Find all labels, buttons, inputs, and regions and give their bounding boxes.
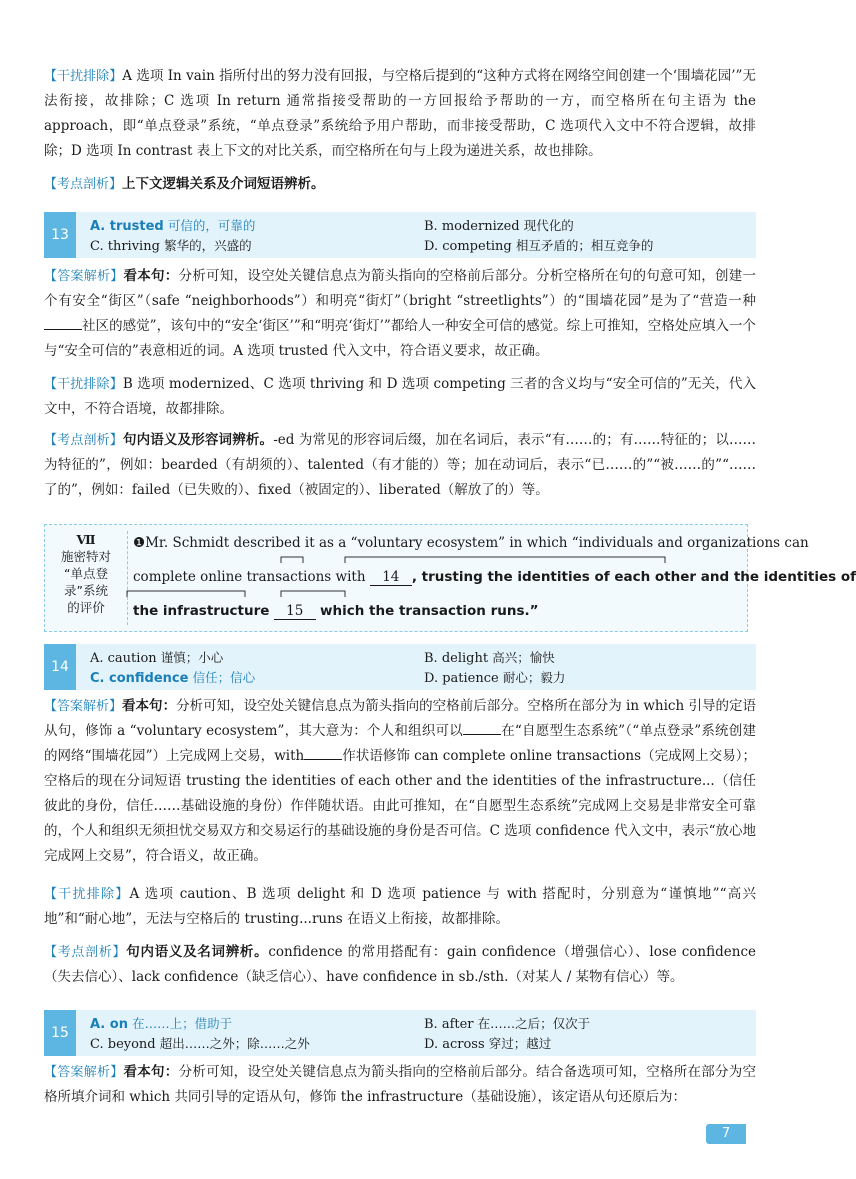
q15-option-a: A. on 在……上；借助于: [90, 1016, 233, 1032]
q15-option-b: B. after 在……之后；仅次于: [424, 1016, 591, 1032]
blank-line: [44, 315, 82, 330]
q14-option-b: B. delight 高兴；愉快: [424, 650, 555, 666]
q13-options-box: [44, 212, 756, 258]
q13-analysis-paragraph: 【考点剖析】句内语义及形容词辨析。-ed 为常见的形容词后缀，加在名词后，表示“有……的；有……特征的；以……为特征的”，例如：bearded（有胡须的）、talented（有才能的）等；加在动词后，表示“已……的”“被……的”“……了的”，例如：failed（已失败的）、fixed（被固定的）、liberated（解放了的）等。: [44, 432, 756, 498]
q13-number: 13: [44, 212, 76, 258]
q14-analysis-paragraph: 【考点剖析】句内语义及名词辨析。confidence 的常用搭配有：gain confidence（增强信心）、lose confidence（失去信心）、lack confidence（缺乏信心）、have confidence in sb./sth.（对某人 / 某物有信心）等。: [44, 944, 756, 985]
q15-number: 15: [44, 1010, 76, 1056]
q14-option-d: D. patience 耐心；毅力: [424, 670, 566, 686]
section-line-3: the infrastructure 15 which the transaction runs.”: [133, 603, 539, 619]
interference-tag: 【干扰排除】: [44, 69, 123, 84]
q14-answer-paragraph: 【答案解析】看本句：分析可知，设空处关键信息点为箭头指向的空格前后部分。空格所在部分为 in which 引导的定语从句，修饰 a “voluntary ecosystem”，其大意为：个人和组织可以 在“自愿型生态系统”（“单点登录”系统创建的网络“围墙花园”）上完成网上交易，with 作状语修饰 can complete online transactions（完成网上交易）；空格后的现在分词短语 trusting the identities of each other and the identities of the infrastructure...（信任彼此的身份，信任……基础设施的身份）作伴随状语。由此可推知，在“自愿型生态系统”完成网上交易是非常安全可靠的，个人和组织无须担忧交易双方和交易运行的基础设施的身份是否可信。C 选项 confidence 代入文中，表示“放心地完成网上交易”，符合语义，故正确。: [44, 698, 756, 864]
q14-option-c: C. confidence 信任；信心: [90, 670, 256, 686]
q15-option-d: D. across 穿过；越过: [424, 1036, 552, 1052]
analysis-tag: 【考点剖析】: [44, 177, 123, 192]
answer-tag: 【答案解析】: [44, 269, 124, 284]
q12-analysis-text: 上下文逻辑关系及介词短语辨析。: [122, 176, 325, 192]
q14-number: 14: [44, 644, 76, 690]
pointer-arrows: [45, 525, 747, 631]
section-line-1: ❶Mr. Schmidt described it as a “voluntary ecosystem” in which “individuals and organizations can: [133, 535, 809, 551]
q12-interference-paragraph: [44, 64, 756, 164]
q13-option-b: B. modernized 现代化的: [424, 218, 574, 234]
q13-option-a: A. trusted 可信的，可靠的: [90, 218, 256, 234]
q15-answer-paragraph: 【答案解析】看本句：分析可知，设空处关键信息点为箭头指向的空格前后部分。结合备选项可知，空格所在部分为空格所填介词和 which 共同引导的定语从句，修饰 the infrastructure（基础设施），该定语从句还原后为：: [44, 1064, 756, 1105]
arrow-15-left: [127, 591, 245, 597]
section-side-label: Ⅶ 施密特对 “单点登 录”系统 的评价: [60, 532, 111, 615]
q12-analysis-paragraph: [44, 172, 756, 197]
q14-interference-paragraph: 【干扰排除】A 选项 caution、B 选项 delight 和 D 选项 patience 与 with 搭配时，分别意为“谨慎地”“高兴地”和“耐心地”，无法与空格后的 trusting...runs 在语义上衔接，故都排除。: [44, 886, 756, 927]
q14-options-box: [44, 644, 756, 690]
q13-interference-paragraph: 【干扰排除】B 选项 modernized、C 选项 thriving 和 D 选项 competing 三者的含义均与“安全可信的”无关，代入文中，不符合语境，故都排除。: [44, 376, 756, 417]
q15-options-box: [44, 1010, 756, 1056]
q13-option-d: D. competing 相互矛盾的；相互竞争的: [424, 238, 654, 254]
blank-15: 15: [274, 603, 316, 620]
q13-answer-paragraph: 【答案解析】看本句：分析可知，设空处关键信息点为箭头指向的空格前后部分。分析空格所在句的句意可知，创建一个有安全“街区”（safe “neighborhoods”）和明亮“街灯”（bright “streetlights”）的“围墙花园”是为了“营造一种社区的感觉”，该句中的“安全‘街区’”和“明亮‘街灯’”都给人一种安全可信的感觉。综上可推知，空格处应填入一个与“安全可信的”表意相近的词。A 选项 trusted 代入文中，符合语义要求，故正确。: [44, 268, 756, 359]
page-number: 7: [706, 1124, 746, 1144]
arrow-14-right: [345, 557, 665, 563]
blank-14: 14: [370, 569, 412, 586]
q15-option-c: C. beyond 超出……之外；除……之外: [90, 1036, 310, 1052]
q14-option-a: A. caution 谨慎；小心: [90, 650, 224, 666]
q13-option-c: C. thriving 繁华的，兴盛的: [90, 238, 252, 254]
q12-interference-text: A 选项 In vain 指所付出的努力没有回报，与空格后提到的“这种方式将在网络空间创建一个‘围墙花园’”无法衔接，故排除；C 选项 In return 通常指接受帮助的一方回报给予帮助的一方，而空格所在句主语为 the approach，即“单点登录”系统，“单点登录”系统给予用户帮助，而非接受帮助，C 选项代入文中不符合逻辑，故排除；D 选项 In contrast 表上下文的对比关系，而空格所在句与上段为递进关系，故也排除。: [44, 68, 756, 159]
section-vii-box: [44, 524, 856, 632]
section-line-2: complete online transactions with 14 , trusting the identities of each other and the identities of: [133, 569, 856, 585]
arrow-15-right: [281, 591, 345, 597]
arrow-14-left: [281, 557, 303, 563]
